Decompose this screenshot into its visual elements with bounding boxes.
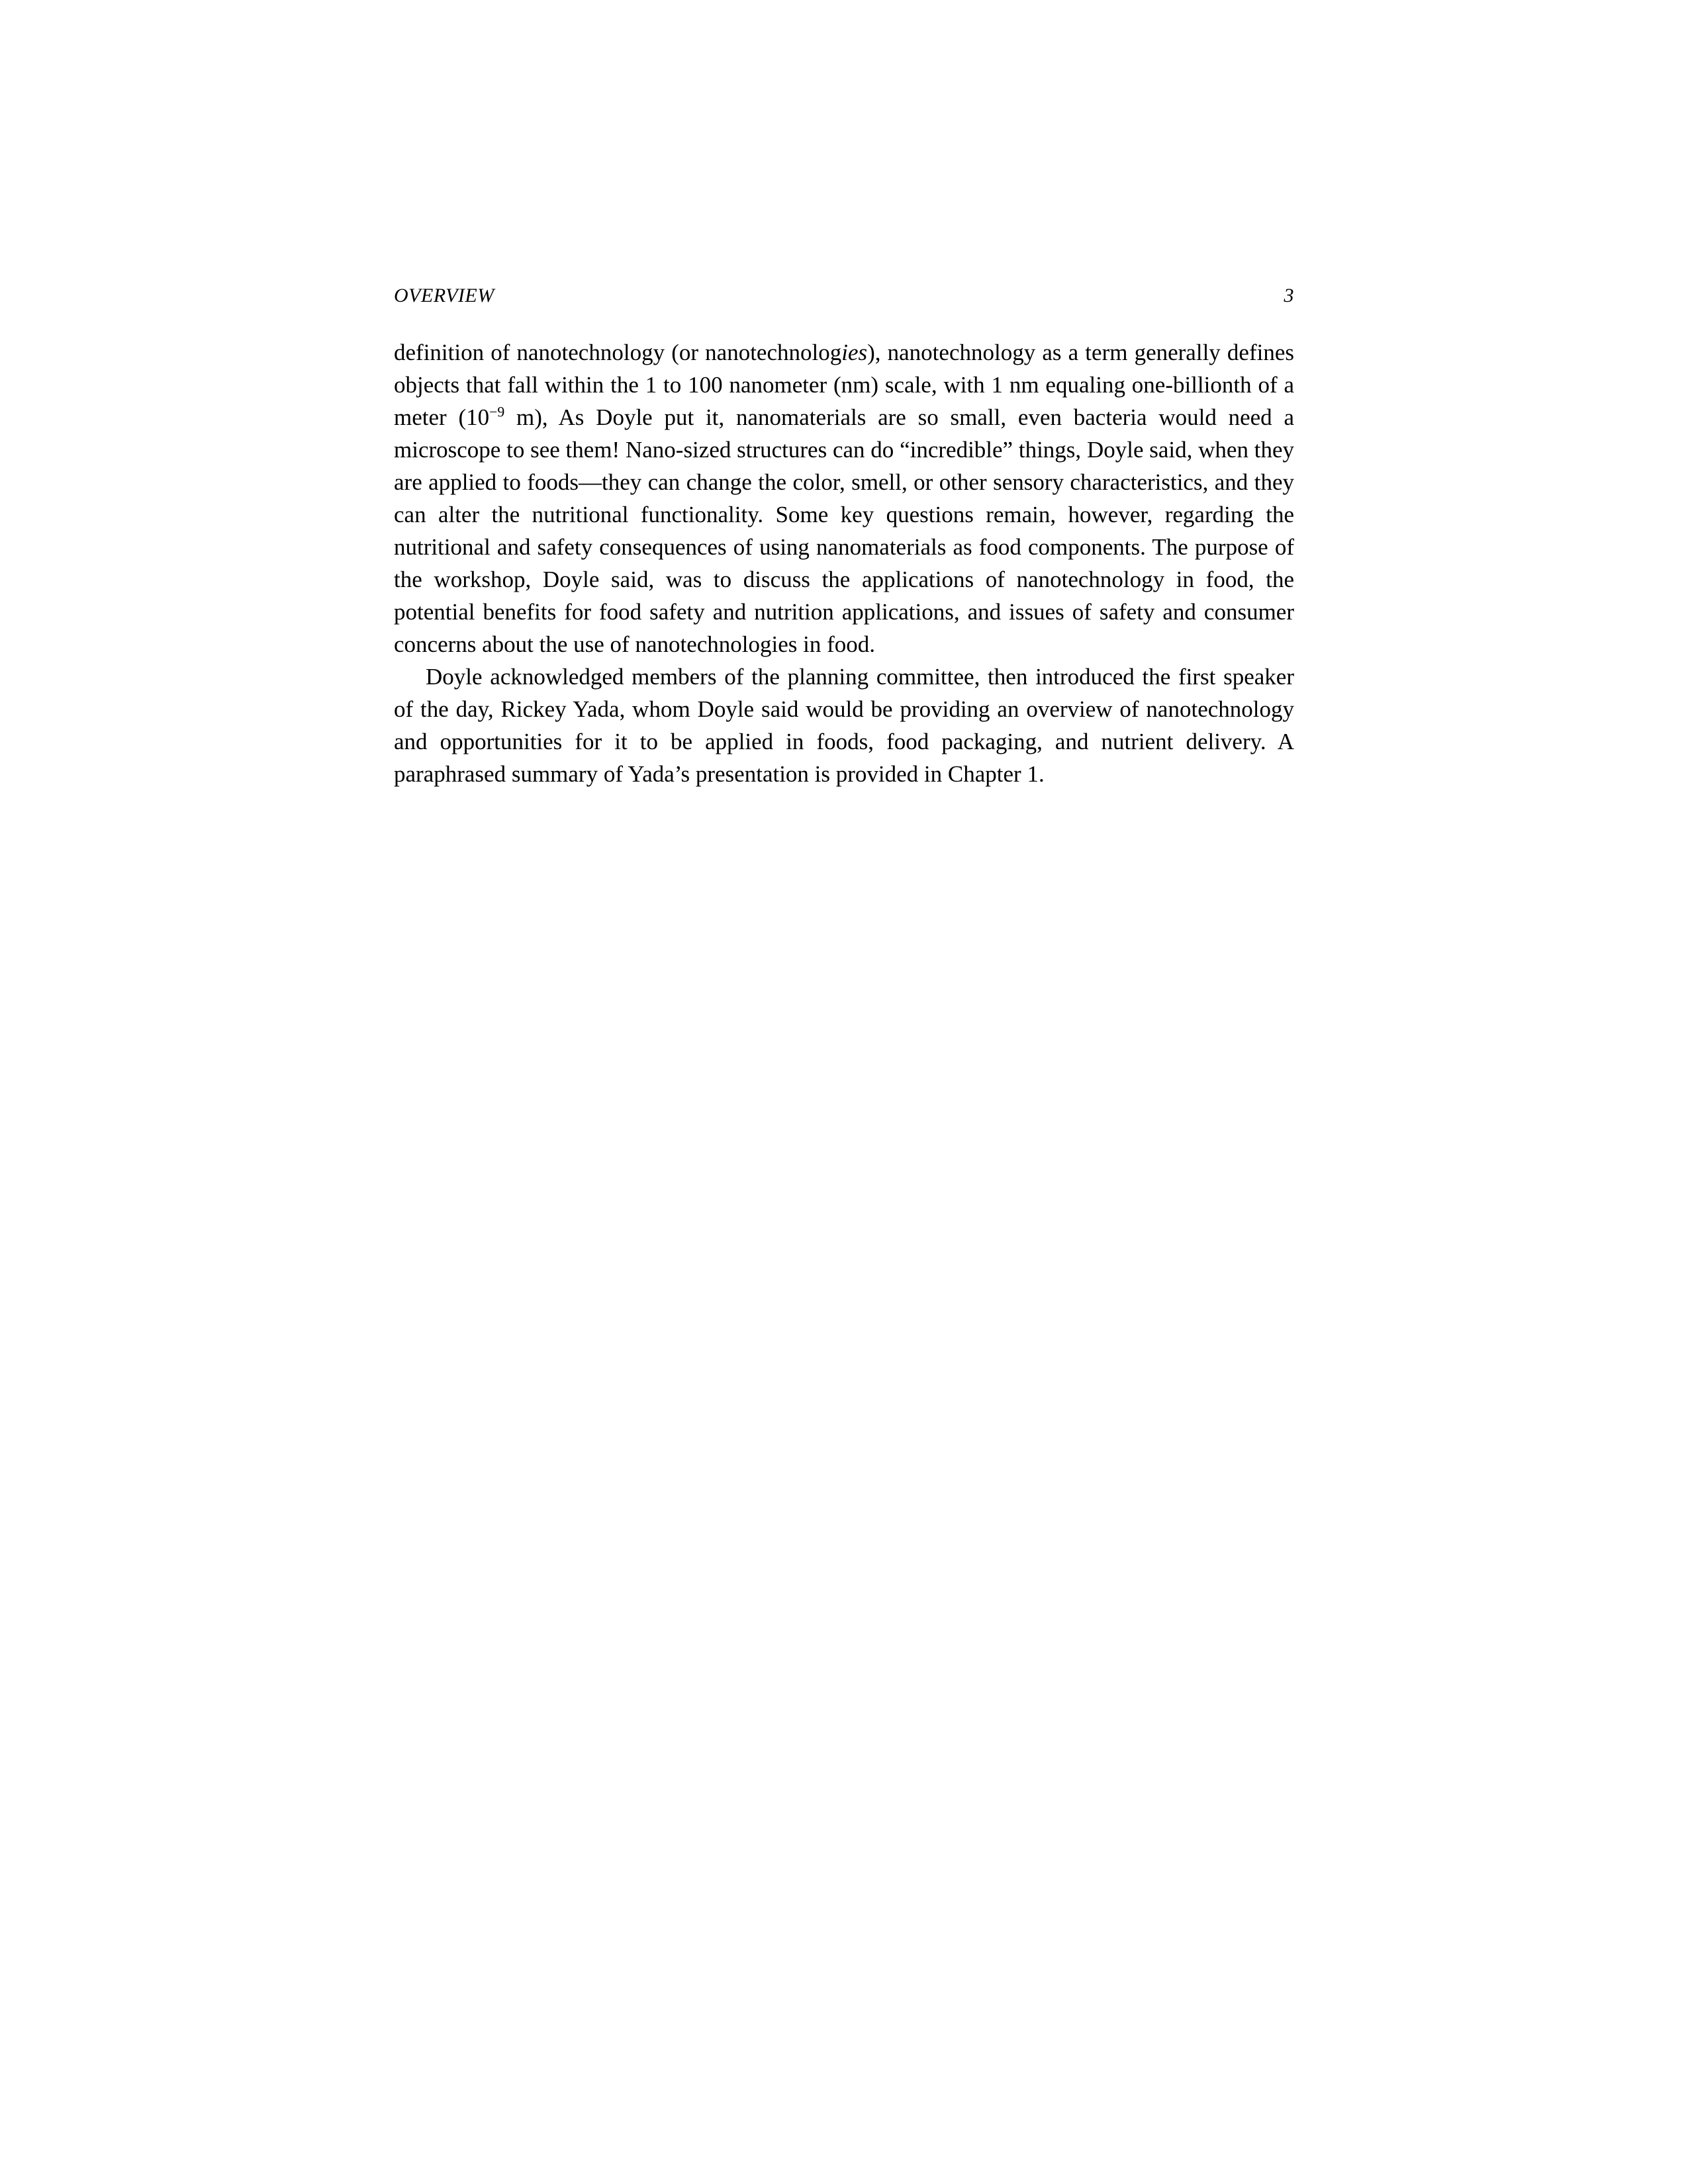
running-head: [394, 285, 1294, 307]
page-number: 3: [1284, 285, 1294, 306]
running-head-title: OVERVIEW: [394, 285, 494, 306]
paragraph-1-exponent: −9: [489, 404, 505, 420]
paragraph-1-text-part-3: m), As Doyle put it, nanomaterials are so small, even bacteria would need a microscope to see them! Nano-sized structures can do “incredible” things, Doyle said, when they are applied to foods—they can change the color, smell, or other sensory characteristics, and they can alter the nutritional functionality. Some key questions remain, however, regarding the nutritional and safety consequences of using nanomaterials as food components. The purpose of the workshop, Doyle said, was to discuss the applications of nanotechnology in food, the potential benefits for food safety and nutrition applications, and issues of safety and consumer concerns about the use of nanotechnologies in food.: [394, 404, 1295, 657]
paragraph-2: Doyle acknowledged members of the planning committee, then introduced the first speaker of the day, Rickey Yada, whom Doyle said would be providing an overview of nanotechnology and opportunities for it to be applied in foods, food packaging, and nutrient delivery. A paraphrased summary of Yada’s presentation is provided in Chapter 1.: [394, 664, 1294, 787]
paragraph-1-italic-term: ies: [841, 340, 868, 365]
paragraph-1-text-part-1: definition of nanotechnology (or nanotechnolog: [394, 340, 842, 365]
page-content: [394, 285, 1294, 790]
paragraph-1: [394, 336, 1294, 660]
paragraph-1-text-part-2: ), nanotechnology as a term generally defines objects that fall within the 1 to 100 nanometer (nm) scale, with 1 nm equaling one-billionth of a meter (10: [394, 340, 1294, 430]
